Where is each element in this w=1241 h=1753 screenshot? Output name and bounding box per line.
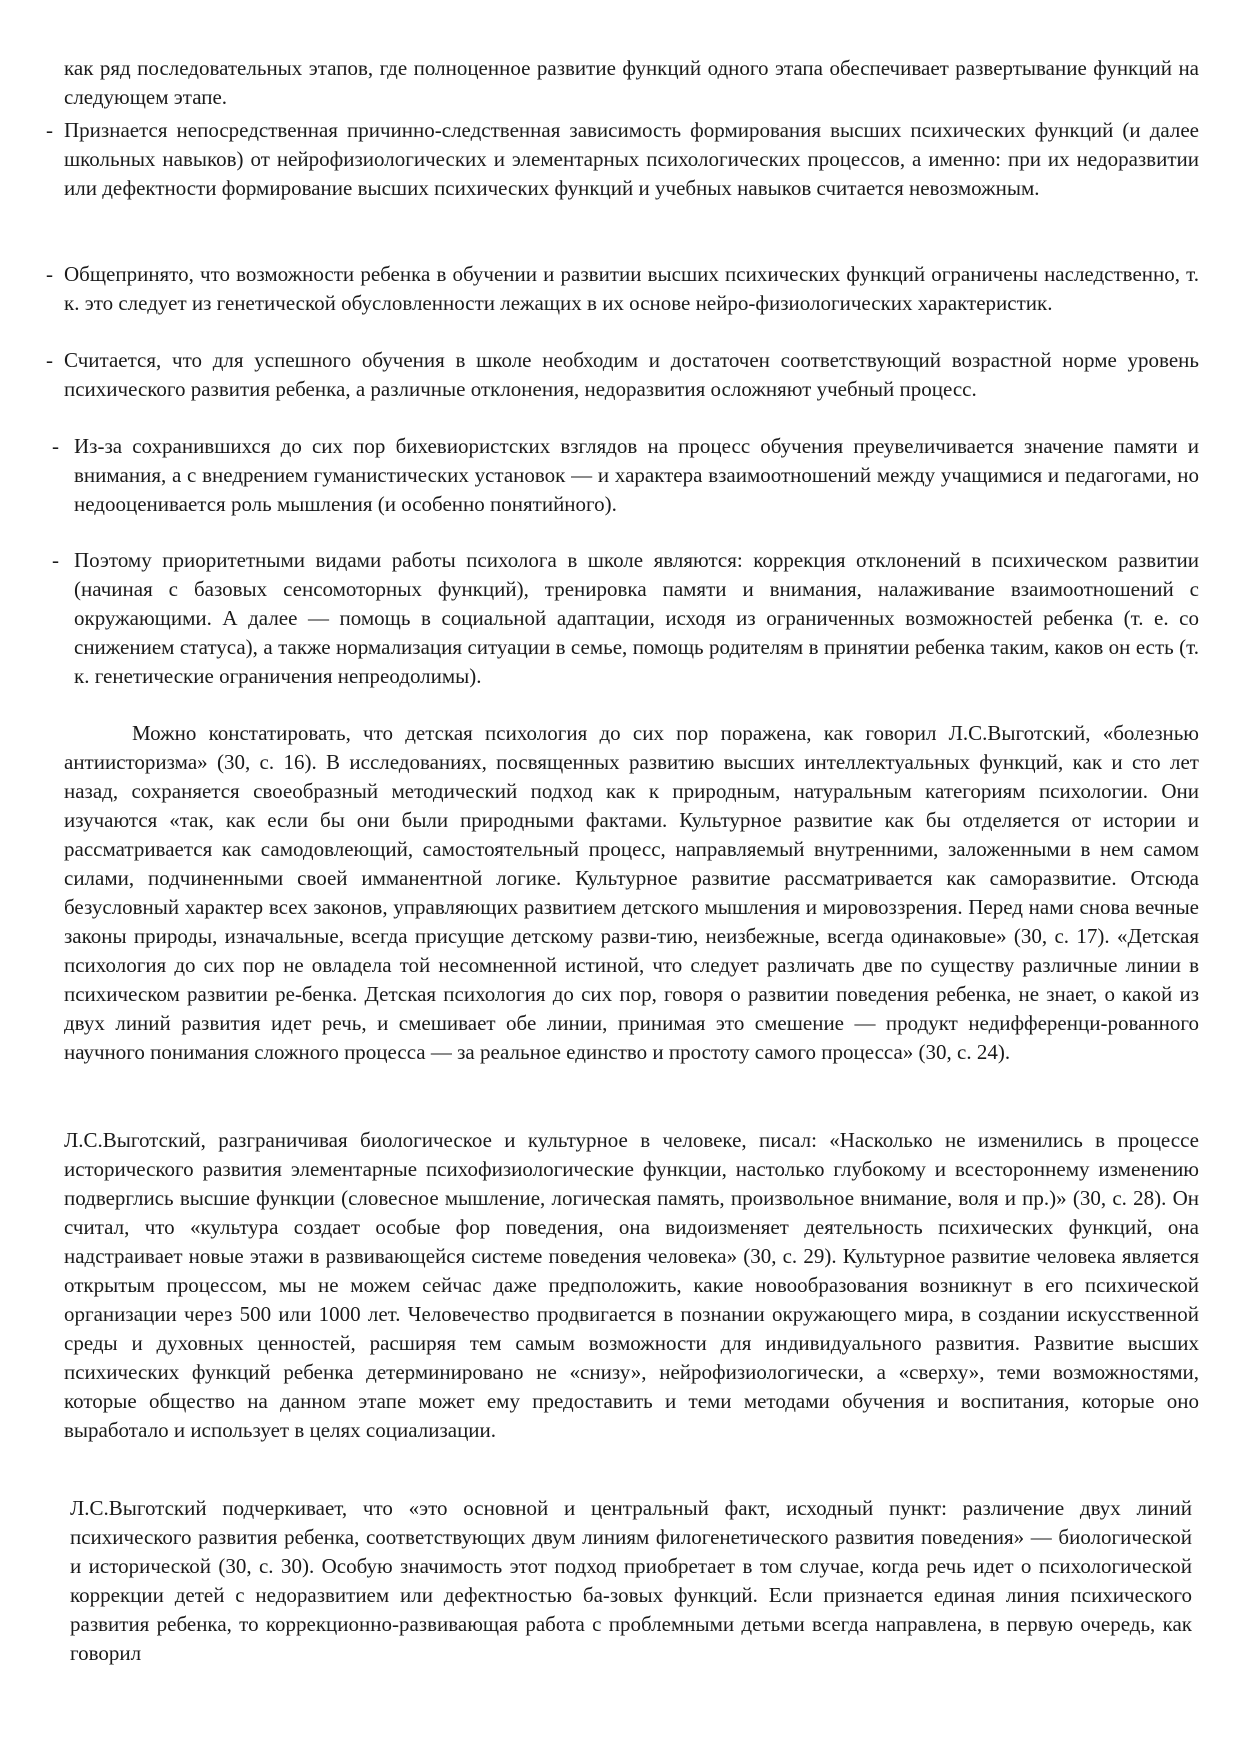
list-dash: - bbox=[46, 262, 53, 286]
list-item bbox=[52, 546, 1199, 720]
list-dash: - bbox=[46, 118, 53, 142]
list-item bbox=[46, 116, 1199, 256]
paragraph: Л.С.Выготский, разграничивая биологическое и культурное в человеке, писал: «Насколько не изменились в процессе исторического развития элементарные психофизиологические функции, настолько глубокому и всестороннему изменению подверглись высшие функции (словесное мышление, логическая память, произвольное внимание, воля и пр.)» (30, с. 28). Он считал, что «культура создает особые фор поведения, она видоизменяет деятельность психических функций, она надстраивает новые этажи в развивающейся системе поведения человека» (30, с. 29). Культурное развитие человека является открытым процессом, мы не можем сейчас даже предположить, какие новообразования возникнут в его психической организации через 500 или 1000 лет. Человечество продвигается в познании окружающего мира, в создании искусственной среды и духовных ценностей, расширяя тем самым возможности для индивидуального развития. Развитие высших психических функций ребенка детерминировано не «снизу», нейрофизиологически, а «сверху», теми возможностями, которые общество на данном этапе может ему предоставить и теми методами обучения и воспитания, которые оно выработало и использует в целях социализации. bbox=[64, 1128, 1199, 1442]
list-dash: - bbox=[46, 348, 53, 372]
list-item-text: Поэтому приоритетными видами работы психолога в школе являются: коррекция отклонений в психическом развитии (начиная с базовых сенсомоторных функций), тренировка памяти и внимания, налаживание взаимоотношений с окружающими. А далее — помощь в социальной адаптации, исходя из ограниченных возможностей ребенка (т. е. со снижением статуса), а также нормализация ситуации в семье, помощь родителям в принятии ребенка таким, каков он есть (т. к. генетические ограничения непреодолимы). bbox=[74, 548, 1199, 688]
list-item-text: Общепринято, что возможности ребенка в обучении и развитии высших психических функций ограничены наследственно, т. к. это следует из генетической обусловленности лежащих в их основе нейро-физиологических характеристик. bbox=[64, 262, 1199, 315]
list-dash: - bbox=[52, 434, 59, 458]
list-item bbox=[46, 346, 1199, 436]
list-dash: - bbox=[52, 548, 59, 572]
list-item bbox=[46, 260, 1199, 350]
list-item-text: Признается непосредственная причинно-следственная зависимость формирования высших психических функций (и далее школьных навыков) от нейрофизиологических и элементарных психологических процессов, а именно: при их недоразвитии или дефектности формирование высших психических функций и учебных навыков считается невозможным. bbox=[64, 118, 1199, 200]
list-item bbox=[52, 432, 1199, 550]
paragraph: Можно констатировать, что детская психология до сих пор поражена, как говорил Л.С.Выготский, «болезнью антиисторизма» (30, с. 16). В исследованиях, посвященных развитию высших интеллектуальных функций, как и сто лет назад, сохраняется своеобразный методический подход как к природным, натуральным категориям психологии. Они изучаются «так, как если бы они были природными фактами. Культурное развитие как бы отделяется от истории и рассматривается как самодовлеющий, самостоятельный процесс, направляемый внутренними, заложенными в нем самом силами, подчиненными своей имманентной логике. Культурное развитие рассматривается как саморазвитие. Отсюда безусловный характер всех законов, управляющих развитием детского мышления и мировоззрения. Перед нами снова вечные законы природы, изначальные, всегда присущие детскому разви-тию, неизбежные, всегда одинаковые» (30, с. 17). «Детская психология до сих пор не овладела той несомненной истиной, что следует различать две по существу различные линии в психическом развитии ре-бенка. Детская психология до сих пор, говоря о развитии поведения ребенка, не знает, о какой из двух линий развития идет речь, и смешивает обе линии, принимая это смешение — продукт недифференци-рованного научного понимания сложного процесса — за реальное единство и простоту самого процесса» (30, с. 24). bbox=[64, 721, 1199, 1064]
list-item-text: Считается, что для успешного обучения в школе необходим и достаточен соответствующий возрастной норме уровень психического развития ребенка, а различные отклонения, недоразвития осложняют учебный процесс. bbox=[64, 348, 1199, 401]
paragraph: Л.С.Выготский подчеркивает, что «это основной и центральный факт, исходный пункт: различение двух линий психического развития ребенка, соответствующих двум линиям филогенетического развития поведения» — биологической и исторической (30, с. 30). Особую значимость этот подход приобретает в том случае, когда речь идет о психологической коррекции детей с недоразвитием или дефектностью ба-зовых функций. Если признается единая линия психического развития ребенка, то коррекционно-развивающая работа с проблемными детьми всегда направлена, в первую очередь, как говорил bbox=[70, 1496, 1192, 1665]
list-item-text: Из-за сохранившихся до сих пор бихевиористских взглядов на процесс обучения преувеличивается значение памяти и внимания, а с внедрением гуманистических установок — и характера взаимоотношений между учащимися и педагогами, но недооценивается роль мышления (и особенно понятийного). bbox=[74, 434, 1199, 516]
top-continuation-text: как ряд последовательных этапов, где полноценное развитие функций одного этапа обеспечивает развертывание функций на следующем этапе. bbox=[64, 56, 1199, 109]
